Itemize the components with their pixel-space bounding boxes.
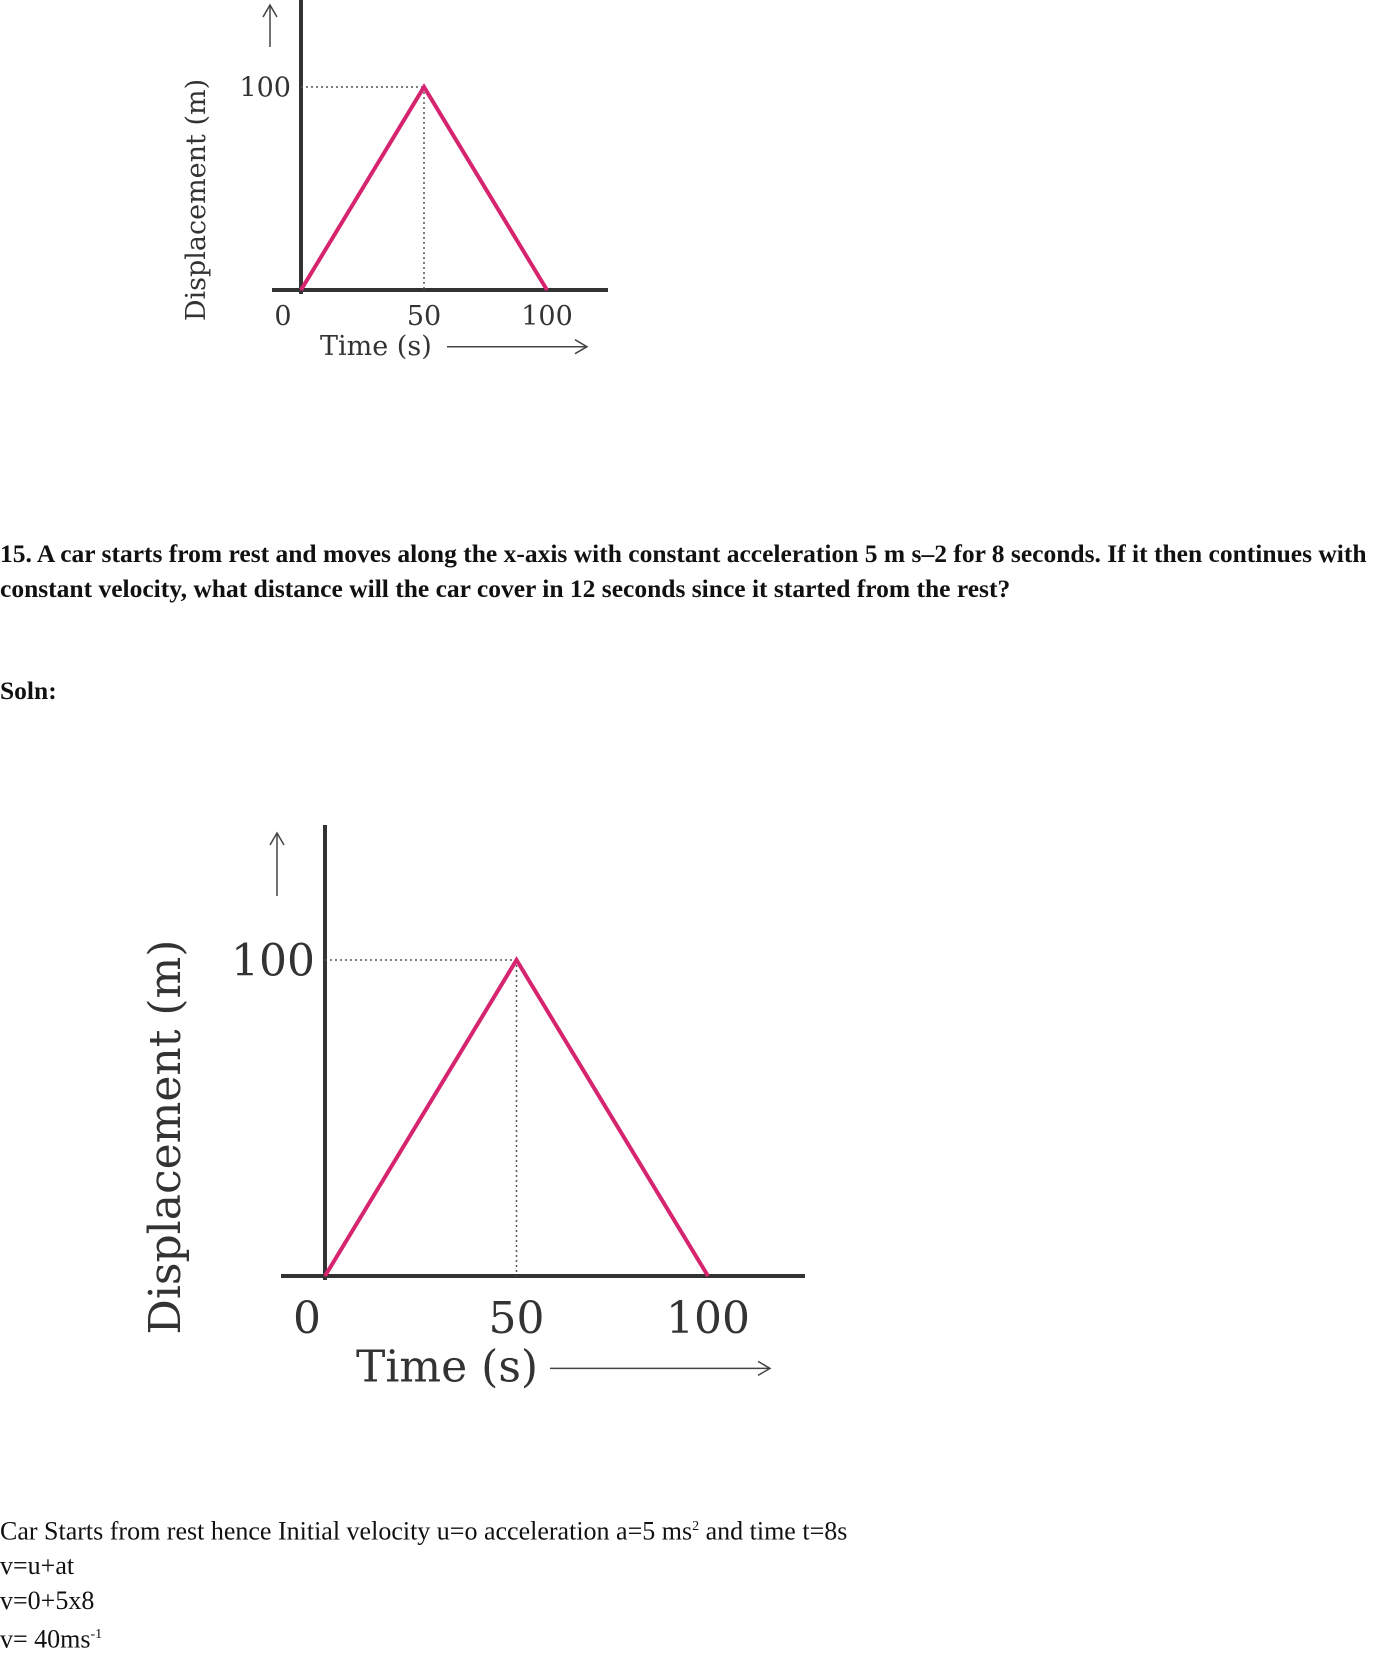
- y-tick-label: 100: [239, 72, 291, 104]
- solution-line-1: [0, 1510, 847, 1549]
- superscript: 2: [692, 1519, 700, 1534]
- y-axis-label: Displacement (m): [181, 78, 212, 322]
- text: v= 40ms: [0, 1624, 91, 1654]
- x-tick-label: 0: [274, 301, 292, 333]
- x-tick-label: 100: [521, 301, 573, 333]
- x-axis-label: Time (s): [320, 330, 432, 362]
- solution-line-4: [0, 1618, 847, 1657]
- solution-text: [0, 1510, 847, 1657]
- data-point: [325, 1276, 326, 1277]
- x-tick-label: 50: [406, 301, 442, 333]
- text: Car Starts from rest hence Initial velocity u=o acceleration a=5 ms: [0, 1516, 693, 1546]
- soln-label: Soln:: [0, 676, 57, 705]
- solution-line-2: v=u+at: [0, 1551, 75, 1581]
- x-tick-label: 100: [666, 1293, 750, 1345]
- question-15: 15. A car starts from rest and moves along the x-axis with constant acceleration 5 m s–2 for 8 seconds. If it then continues with constant velocity, what distance will the car cover in 12 seconds since it started from the rest?: [0, 539, 1367, 603]
- y-tick-label: 100: [231, 935, 315, 987]
- data-point: [516, 960, 517, 961]
- displacement-series-line: [325, 960, 708, 1276]
- data-point: [708, 1276, 709, 1277]
- superscript: -1: [90, 1627, 103, 1643]
- x-tick-label: 0: [293, 1293, 321, 1345]
- text: and time t=8s: [699, 1516, 848, 1546]
- x-axis-label: Time (s): [356, 1341, 539, 1393]
- x-tick-label: 50: [488, 1293, 545, 1345]
- solution-line-3: v=0+5x8: [0, 1585, 95, 1615]
- y-axis-label: Displacement (m): [140, 939, 191, 1335]
